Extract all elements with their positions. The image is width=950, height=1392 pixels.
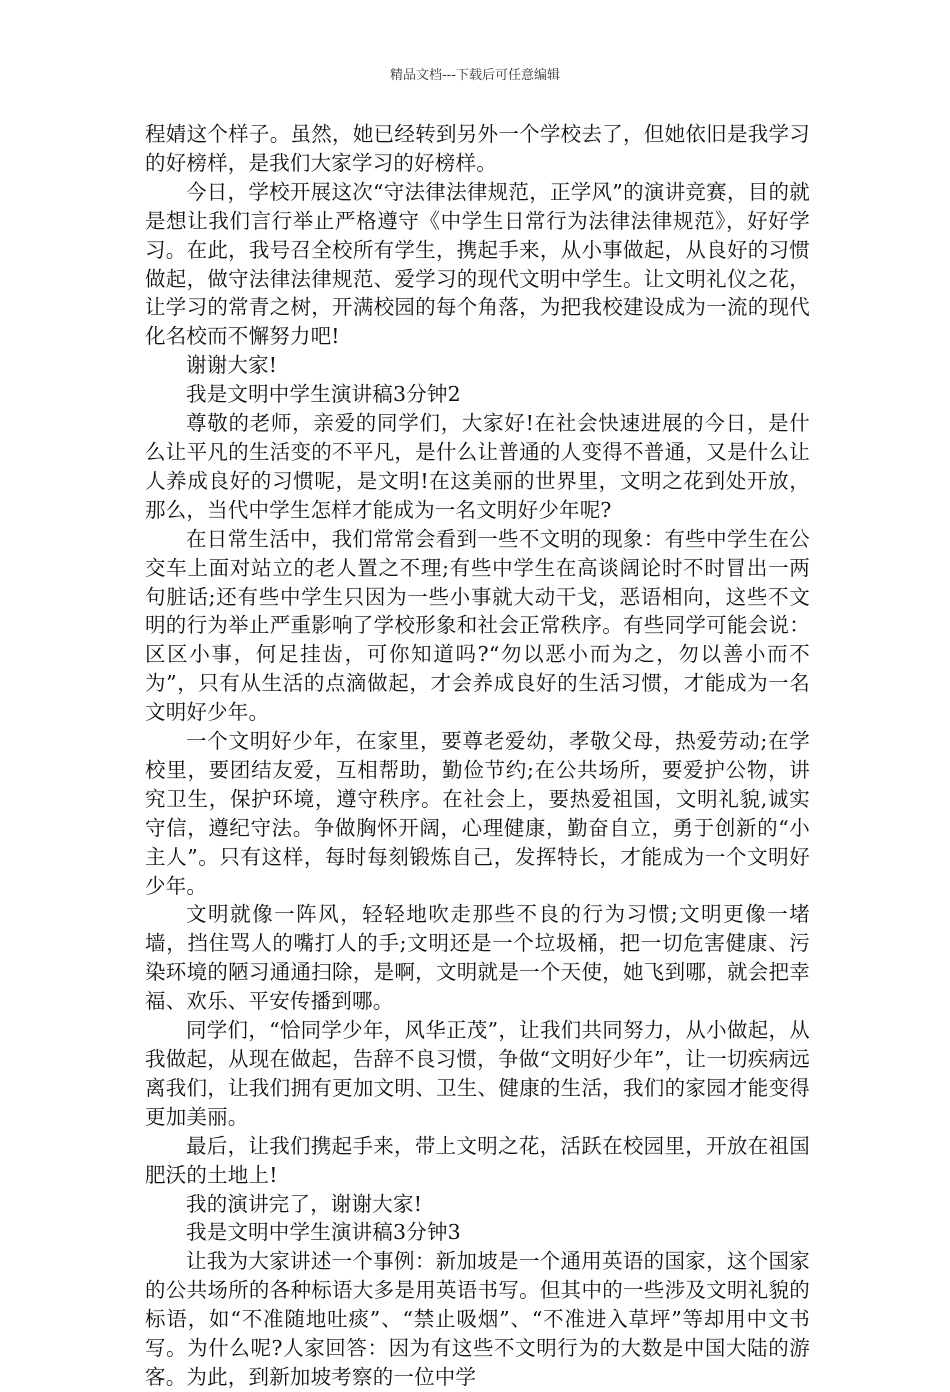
paragraph: 在日常生活中，我们常常会看到一些不文明的现象：有些中学生在公交车上面对站立的老人置之不理;有些中学生在高谈阔论时不时冒出一两句脏话;还有些中学生只因为一些小事就大动干戈，恶语相向，这些不文明的行为举止严重影响了学校形象和社会正常秩序。有些同学可能会说：区区小事，何足挂齿，可你知道吗?“勿以恶小而为之，勿以善小而不为”，只有从生活的点滴做起，才会养成良好的生活习惯，才能成为一名文明好少年。 [145, 526, 810, 725]
page-header: 精品文档---下载后可任意编辑 [389, 68, 561, 83]
paragraph: 程婧这个样子。虽然，她已经转到另外一个学校去了，但她依旧是我学习的好榜样，是我们大家学习的好榜样。 [145, 122, 810, 175]
section-title: 我是文明中学生演讲稿3分钟3 [186, 1220, 461, 1245]
paragraph: 文明就像一阵风，轻轻地吹走那些不良的行为习惯;文明更像一堵墙，挡住骂人的嘴打人的手;文明还是一个垃圾桶，把一切危害健康、污染环境的陋习通通扫除，是啊，文明就是一个天使，她飞到哪，就会把幸福、欢乐、平安传播到哪。 [145, 902, 810, 1014]
paragraph: 谢谢大家! [186, 353, 278, 378]
paragraph: 同学们，“恰同学少年，风华正茂”，让我们共同努力，从小做起，从我做起，从现在做起，告辞不良习惯，争做“文明好少年”，让一切疾病远离我们，让我们拥有更加文明、卫生、健康的生活，我们的家园才能变得更加美丽。 [145, 1018, 810, 1129]
section-title: 我是文明中学生演讲稿3分钟2 [186, 382, 461, 407]
paragraph: 一个文明好少年，在家里，要尊老爱幼，孝敬父母，热爱劳动;在学校里，要团结友爱，互相帮助，勤俭节约;在公共场所，要爱护公物，讲究卫生，保护环境，遵守秩序。在社会上，要热爱祖国，文明礼貌,诚实守信，遵纪守法。争做胸怀开阔，心理健康，勤奋自立，勇于创新的“小主人”。只有这样，每时每刻锻炼自己，发挥特长，才能成为一个文明好少年。 [145, 729, 810, 898]
paragraph: 今日，学校开展这次“守法律法律规范，正学风”的演讲竞赛，目的就是想让我们言行举止严格遵守《中学生日常行为法律法律规范》，好好学习。在此，我号召全校所有学生，携起手来，从小事做起，从良好的习惯做起，做守法律法律规范、爱学习的现代文明中学生。让文明礼仪之花，让学习的常青之树，开满校园的每个角落，为把我校建设成为一流的现代化名校而不懈努力吧! [145, 179, 810, 349]
paragraph: 让我为大家讲述一个事例：新加坡是一个通用英语的国家，这个国家的公共场所的各种标语大多是用英语书写。但其中的一些涉及文明礼貌的标语，如“不准随地吐痰”、“禁止吸烟”、“不准进入草坪”等却用中文书写。为什么呢?人家回答：因为有这些不文明行为的大数是中国大陆的游客。为此，到新加坡考察的一位中学 [145, 1249, 810, 1389]
paragraph: 尊敬的老师，亲爱的同学们，大家好!在社会快速进展的今日，是什么让平凡的生活变的不平凡，是什么让普通的人变得不普通，又是什么让人养成良好的习惯呢，是文明!在这美丽的世界里，文明之花到处开放，那么，当代中学生怎样才能成为一名文明好少年呢? [145, 411, 810, 522]
paragraph: 我的演讲完了，谢谢大家! [186, 1191, 423, 1216]
paragraph: 最后，让我们携起手来，带上文明之花，活跃在校园里，开放在祖国肥沃的土地上! [145, 1133, 810, 1187]
document-body [145, 120, 810, 1392]
